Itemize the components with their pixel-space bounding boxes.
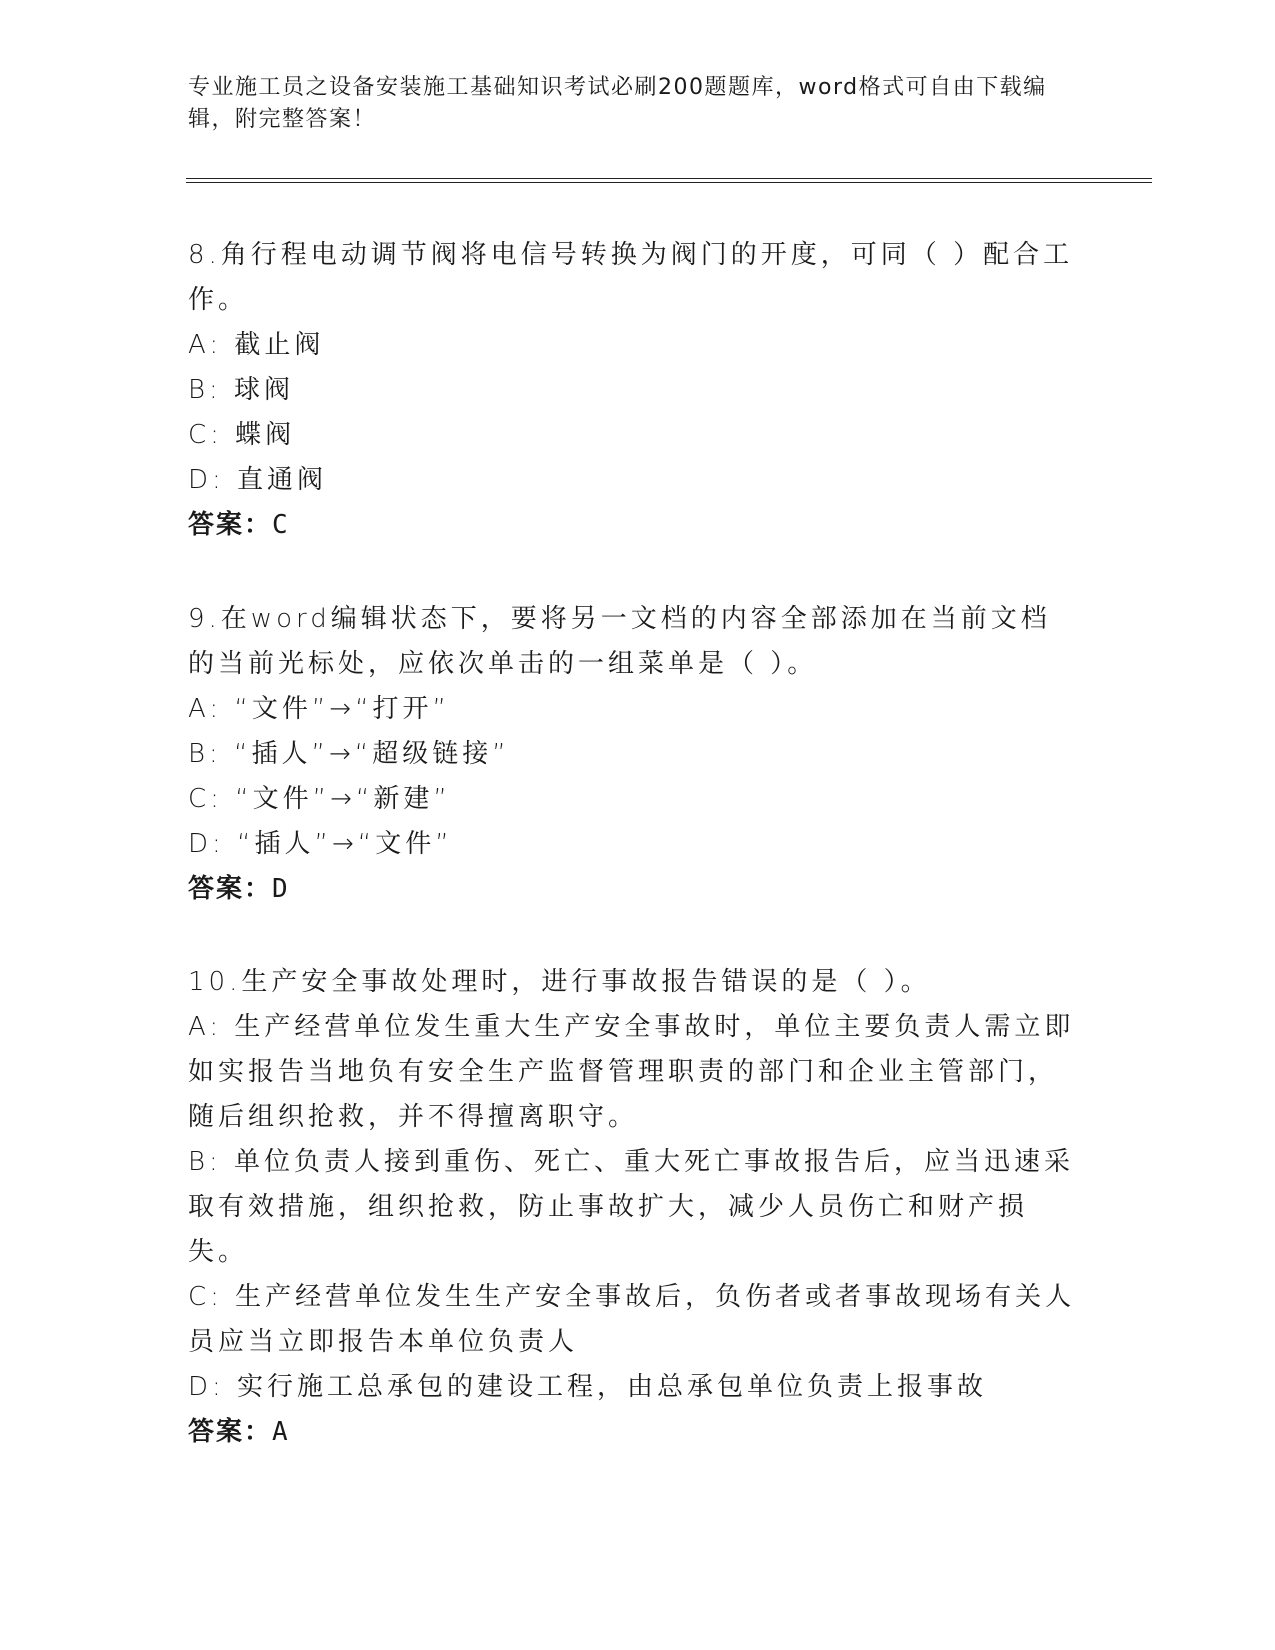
option-d: D: 实行施工总承包的建设工程，由总承包单位负责上报事故 [188,1372,988,1402]
header-divider-bottom [186,182,1152,183]
answer-line [188,503,1078,548]
answer-line [188,1410,1078,1455]
answer-value: C [272,510,290,540]
answer-label: 答案： [188,510,273,540]
option-b: B: 单位负责人接到重伤、死亡、重大死亡事故报告后，应当迅速采取有效措施，组织抢救，防止事故扩大，减少人员伤亡和财产损失。 [188,1147,1075,1267]
answer-value: D [272,874,290,904]
option-a: A: “文件”→“打开” [188,694,451,724]
document-header: 专业施工员之设备安装施工基础知识考试必刷200题题库，word格式可自由下载编辑，附完整答案！ [188,75,1047,132]
question-stem: 8.角行程电动调节阀将电信号转换为阀门的开度，可同（ ）配合工作。 [188,240,1074,315]
option-d: D: 直通阀 [188,465,328,495]
header-divider-top [186,178,1152,179]
question-stem: 10.生产安全事故处理时，进行事故报告错误的是（ ）。 [188,967,931,997]
answer-line [188,867,1078,912]
answer-label: 答案： [188,1417,273,1447]
option-b: B: “插人”→“超级链接” [188,739,510,769]
option-d: D: “插人”→“文件” [188,829,453,859]
question-10 [188,960,1078,1455]
option-c: C: “文件”→“新建” [188,784,451,814]
option-a: A: 生产经营单位发生重大生产安全事故时，单位主要负责人需立即如实报告当地负有安全生产监督管理职责的部门和企业主管部门，随后组织抢救，并不得擅离职守。 [188,1012,1075,1132]
option-c: C: 生产经营单位发生生产安全事故后，负伤者或者事故现场有关人员应当立即报告本单位负责人 [188,1282,1076,1357]
option-a: A: 截止阀 [188,330,325,360]
answer-value: A [272,1417,290,1447]
option-b: B: 球阀 [188,375,295,405]
question-stem: 9.在word编辑状态下，要将另一文档的内容全部添加在当前文档的当前光标处，应依次单击的一组菜单是（ ）。 [188,604,1051,679]
option-c: C: 蝶阀 [188,420,296,450]
question-9 [188,597,1078,912]
answer-label: 答案： [188,874,273,904]
question-8 [188,233,1078,548]
